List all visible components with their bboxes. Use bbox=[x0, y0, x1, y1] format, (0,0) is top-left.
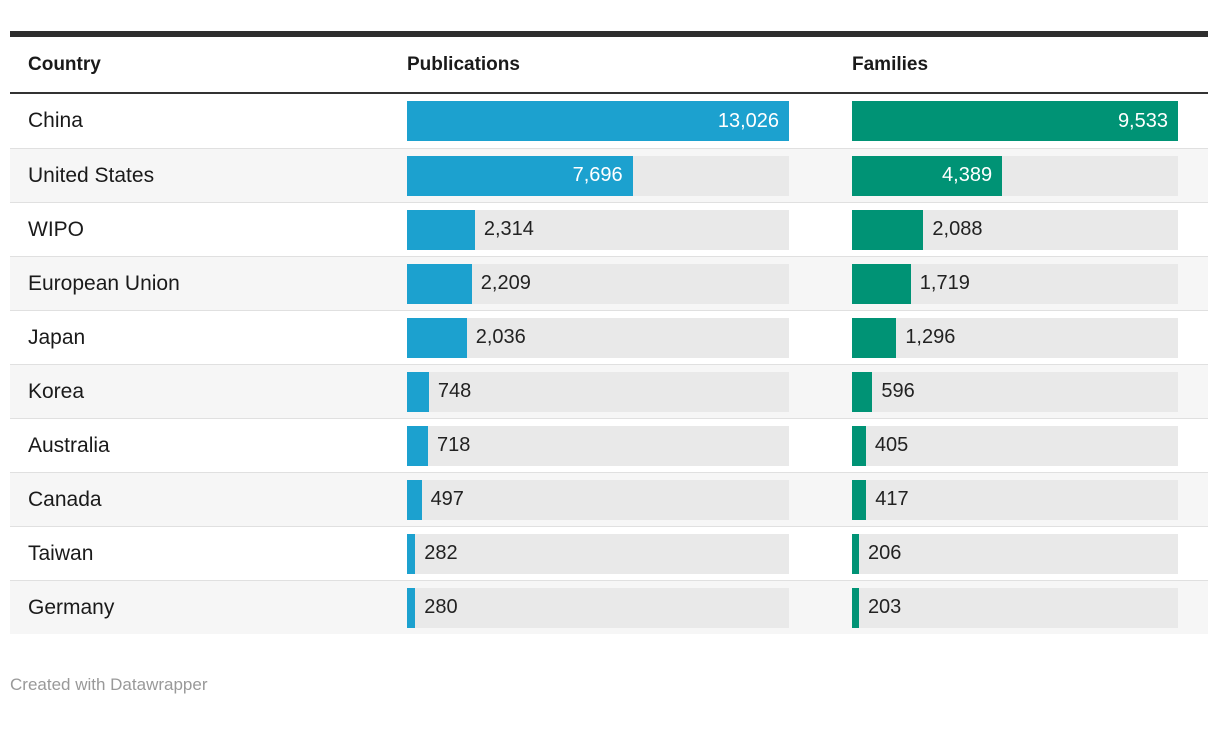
families-bar bbox=[852, 210, 923, 250]
table-row bbox=[10, 526, 1208, 580]
families-bar-track bbox=[852, 372, 1178, 412]
table-body bbox=[10, 94, 1208, 634]
families-value-label: 203 bbox=[867, 596, 902, 618]
publications-bar-track bbox=[407, 101, 789, 141]
publications-value-label: 13,026 bbox=[717, 109, 779, 132]
table-row bbox=[10, 580, 1208, 634]
families-bar-track bbox=[852, 588, 1178, 628]
families-bar bbox=[852, 264, 911, 304]
publications-value-label: 748 bbox=[437, 380, 472, 402]
publications-value-label: 2,209 bbox=[480, 272, 531, 294]
table-row bbox=[10, 94, 1208, 148]
table-header-row bbox=[10, 37, 1208, 94]
country-label: China bbox=[28, 109, 83, 132]
families-value-label: 1,719 bbox=[919, 272, 970, 294]
publications-bar-track bbox=[407, 534, 789, 574]
families-bar bbox=[852, 480, 866, 520]
publications-bar bbox=[407, 318, 467, 358]
families-value-label: 596 bbox=[881, 380, 915, 402]
publications-bar-track bbox=[407, 426, 789, 466]
publications-bar bbox=[407, 372, 429, 412]
country-label: Japan bbox=[28, 325, 86, 349]
families-bar-track bbox=[852, 480, 1178, 520]
publications-value-label: 7,696 bbox=[572, 164, 623, 186]
publications-value-label: 282 bbox=[424, 542, 458, 564]
publications-bar bbox=[407, 210, 475, 250]
table-row bbox=[10, 418, 1208, 472]
country-label: Germany bbox=[28, 595, 115, 619]
publications-value-label: 2,314 bbox=[483, 218, 534, 240]
families-bar bbox=[852, 101, 1178, 141]
publications-bar bbox=[407, 264, 472, 304]
datawrapper-table-chart bbox=[10, 31, 1208, 634]
publications-bar-track bbox=[407, 264, 789, 304]
publications-bar-track bbox=[407, 480, 789, 520]
country-label: Korea bbox=[28, 379, 85, 403]
families-bar-track bbox=[852, 426, 1178, 466]
families-bar bbox=[852, 534, 859, 574]
publications-bar-track bbox=[407, 210, 789, 250]
table-row bbox=[10, 148, 1208, 202]
families-value-label: 417 bbox=[875, 488, 909, 510]
families-bar-track bbox=[852, 156, 1178, 196]
country-label: European Union bbox=[28, 271, 180, 295]
families-bar-track bbox=[852, 264, 1178, 304]
families-bar-track bbox=[852, 318, 1178, 358]
families-value-label: 2,088 bbox=[932, 218, 983, 240]
families-value-label: 405 bbox=[874, 434, 909, 456]
table-row bbox=[10, 256, 1208, 310]
country-label: United States bbox=[28, 163, 155, 187]
attribution-link[interactable]: Created with Datawrapper bbox=[10, 675, 208, 694]
publications-bar-track bbox=[407, 318, 789, 358]
table-row bbox=[10, 472, 1208, 526]
table-row bbox=[10, 310, 1208, 364]
publications-bar bbox=[407, 588, 415, 628]
country-label: Taiwan bbox=[28, 541, 94, 565]
publications-bar-track bbox=[407, 588, 789, 628]
publications-value-label: 280 bbox=[424, 596, 458, 618]
country-label: WIPO bbox=[28, 217, 84, 241]
families-value-label: 9,533 bbox=[1117, 109, 1168, 132]
families-bar bbox=[852, 318, 896, 358]
families-bar bbox=[852, 426, 866, 466]
publications-bar-track bbox=[407, 372, 789, 412]
publications-bar bbox=[407, 426, 428, 466]
country-label: Canada bbox=[28, 487, 102, 511]
publications-value-label: 2,036 bbox=[475, 326, 526, 348]
families-bar bbox=[852, 156, 1002, 196]
families-bar-track bbox=[852, 210, 1178, 250]
families-bar bbox=[852, 372, 872, 412]
publications-value-label: 497 bbox=[430, 488, 464, 510]
publications-value-label: 718 bbox=[437, 434, 471, 456]
families-bar-track bbox=[852, 534, 1178, 574]
families-bar bbox=[852, 588, 859, 628]
table-row bbox=[10, 202, 1208, 256]
column-header-families: Families bbox=[852, 53, 929, 75]
publications-bar-track bbox=[407, 156, 789, 196]
publications-bar bbox=[407, 534, 415, 574]
table-row bbox=[10, 364, 1208, 418]
publications-bar bbox=[407, 101, 789, 141]
publications-bar bbox=[407, 156, 633, 196]
families-value-label: 4,389 bbox=[942, 164, 993, 186]
families-value-label: 206 bbox=[868, 542, 902, 564]
column-header-publications: Publications bbox=[407, 53, 520, 75]
column-header-country: Country bbox=[28, 53, 101, 75]
families-value-label: 1,296 bbox=[905, 326, 956, 348]
publications-bar bbox=[407, 480, 422, 520]
families-bar-track bbox=[852, 101, 1178, 141]
country-label: Australia bbox=[28, 433, 110, 457]
